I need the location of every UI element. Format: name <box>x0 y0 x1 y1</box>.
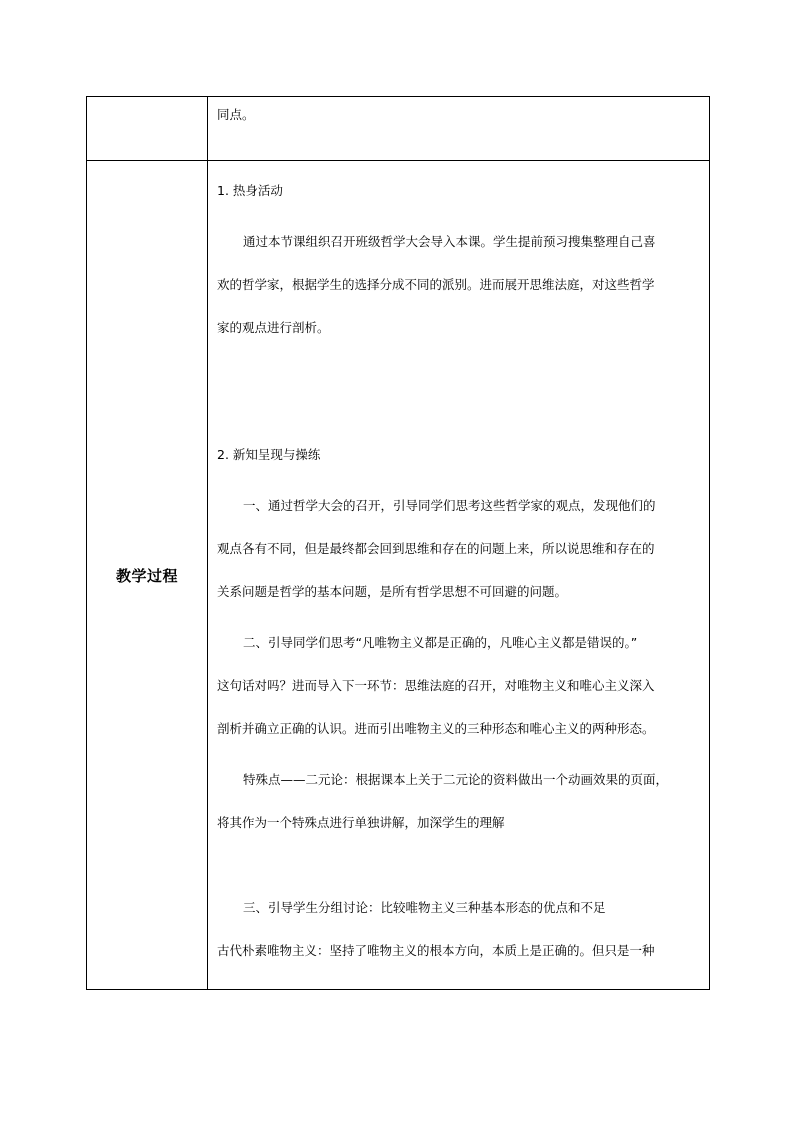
lesson-plan-table <box>86 96 710 990</box>
paragraph-two-line2: 这句话对吗？进而导入下一环节：思维法庭的召开，对唯物主义和唯心主义深入 <box>217 678 655 693</box>
paragraph-warmup-line3: 家的观点进行剖析。 <box>217 320 330 335</box>
paragraph-one-line1: 一、通过哲学大会的召开，引导同学们思考这些哲学家的观点，发现他们的 <box>243 498 656 513</box>
paragraph-one-line3: 关系问题是哲学的基本问题，是所有哲学思想不可回避的问题。 <box>217 584 568 599</box>
body-cell-teaching-process <box>208 161 710 990</box>
paragraph-special-line1: 特殊点——二元论：根据课本上关于二元论的资料做出一个动画效果的页面， <box>243 772 669 787</box>
paragraph-three-line1: 三、引导学生分组讨论：比较唯物主义三种基本形态的优点和不足 <box>243 900 606 915</box>
table-row-continuation <box>87 97 710 161</box>
paragraph-special-line2: 将其作为一个特殊点进行单独讲解，加深学生的理解 <box>217 815 505 830</box>
continuation-text: 同点。 <box>217 107 255 122</box>
label-cell-empty <box>87 97 208 161</box>
paragraph-warmup-line2: 欢的哲学家，根据学生的选择分成不同的派别。进而展开思维法庭，对这些哲学 <box>217 277 655 292</box>
paragraph-one-line2: 观点各有不同，但是最终都会回到思维和存在的问题上来，所以说思维和存在的 <box>217 541 655 556</box>
heading-warmup: 1. 热身活动 <box>217 183 283 198</box>
body-cell-continuation <box>208 97 710 161</box>
table-row-teaching-process <box>87 161 710 990</box>
heading-new-knowledge: 2. 新知呈现与操练 <box>217 447 321 462</box>
paragraph-ancient-materialism: 古代朴素唯物主义：坚持了唯物主义的根本方向，本质上是正确的。但只是一种 <box>217 943 655 958</box>
paragraph-warmup-line1: 通过本节课组织召开班级哲学大会导入本课。学生提前预习搜集整理自己喜 <box>243 234 656 249</box>
paragraph-two-line3: 剖析并确立正确的认识。进而引出唯物主义的三种形态和唯心主义的两种形态。 <box>217 721 655 736</box>
section-label-teaching-process: 教学过程 <box>87 161 208 990</box>
paragraph-two-line1: 二、引导同学们思考“凡唯物主义都是正确的，凡唯心主义都是错误的。” <box>243 635 638 650</box>
teaching-process-content <box>208 161 709 972</box>
